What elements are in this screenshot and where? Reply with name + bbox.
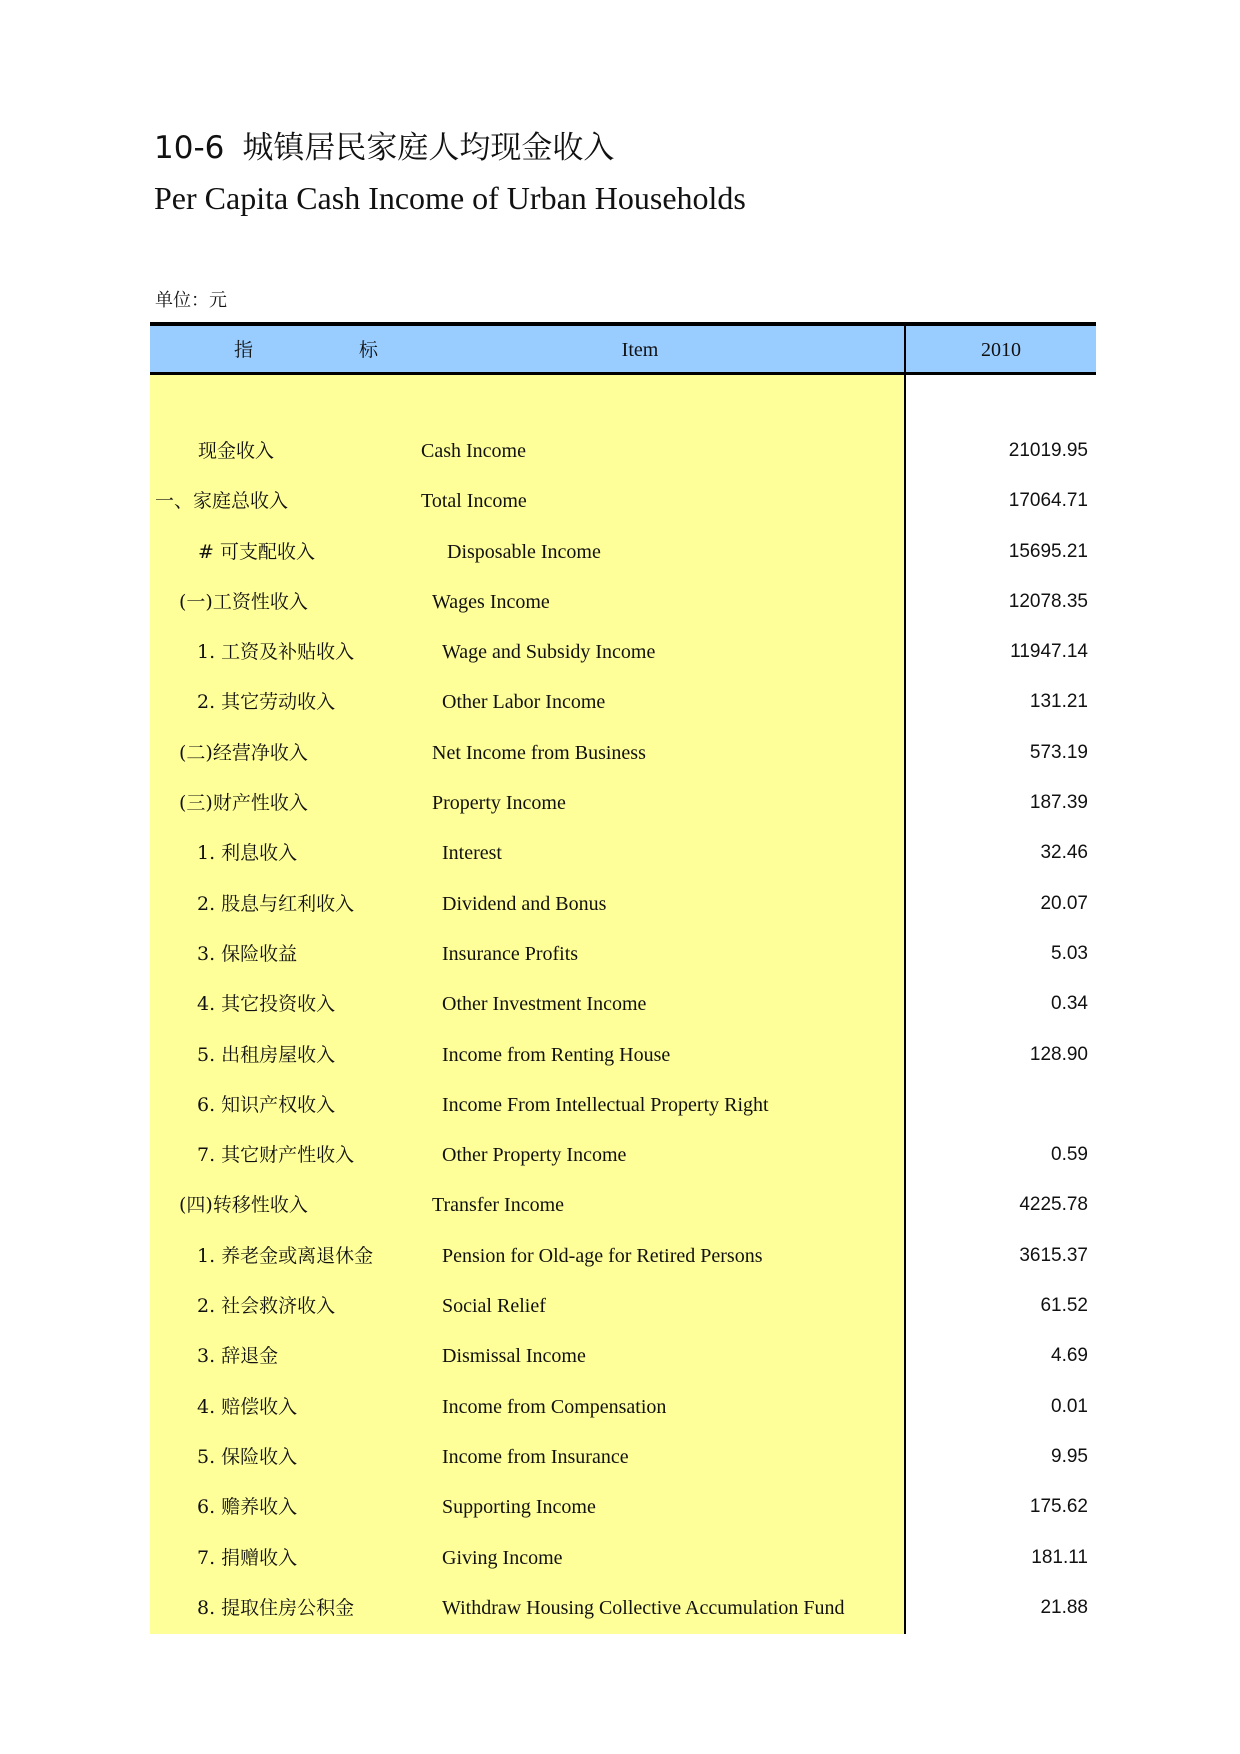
row-label-en: Income from Insurance bbox=[442, 1445, 629, 1468]
table-header bbox=[150, 326, 1096, 374]
row-value-2010: 11947.14 bbox=[1010, 641, 1088, 663]
row-label-cn: (四)转移性收入 bbox=[179, 1194, 308, 1217]
table-row bbox=[150, 1482, 1096, 1532]
row-label-en: Income from Renting House bbox=[442, 1043, 671, 1066]
row-value-2010: 0.01 bbox=[1051, 1395, 1088, 1417]
row-value-2010: 12078.35 bbox=[1008, 590, 1088, 612]
row-label-cn: 8. 提取住房公积金 bbox=[197, 1596, 355, 1619]
row-label-cn: 6. 知识产权收入 bbox=[197, 1093, 336, 1116]
row-label-cn: 5. 保险收入 bbox=[197, 1445, 298, 1468]
row-label-cn: 2. 社会救济收入 bbox=[197, 1295, 336, 1318]
table-row bbox=[150, 1080, 1096, 1130]
row-label-cn: 现金收入 bbox=[198, 440, 275, 462]
row-label-en: Supporting Income bbox=[442, 1496, 596, 1519]
table-body bbox=[150, 426, 1096, 1633]
row-label-en: Total Income bbox=[421, 490, 527, 513]
table-row bbox=[150, 1432, 1096, 1482]
table-row bbox=[150, 1533, 1096, 1583]
row-label-en: Dismissal Income bbox=[442, 1345, 586, 1368]
row-value-2010: 128.90 bbox=[1029, 1043, 1088, 1065]
row-value-2010: 3615.37 bbox=[1019, 1244, 1088, 1266]
row-value-2010: 131.21 bbox=[1029, 691, 1088, 713]
row-label-en: Other Property Income bbox=[442, 1144, 627, 1167]
row-label-cn: 7. 捐赠收入 bbox=[197, 1546, 298, 1569]
table-row bbox=[150, 527, 1096, 577]
row-value-2010: 4.69 bbox=[1051, 1345, 1088, 1367]
unit-label: 单位：元 bbox=[155, 290, 227, 311]
row-label-en: Withdraw Housing Collective Accumulation Fund bbox=[442, 1596, 845, 1619]
row-label-cn: 1. 养老金或离退休金 bbox=[197, 1244, 374, 1267]
row-label-en: Transfer Income bbox=[432, 1194, 565, 1217]
row-label-cn: 7. 其它财产性收入 bbox=[197, 1144, 355, 1167]
row-label-en: Pension for Old-age for Retired Persons bbox=[442, 1244, 763, 1267]
row-value-2010: 15695.21 bbox=[1008, 540, 1088, 562]
row-value-2010: 5.03 bbox=[1051, 942, 1088, 964]
table-row bbox=[150, 1030, 1096, 1080]
table-row bbox=[150, 1382, 1096, 1432]
row-label-cn: 4. 赔偿收入 bbox=[197, 1395, 298, 1418]
row-value-2010: 21019.95 bbox=[1008, 440, 1088, 461]
row-label-cn: 6. 赡养收入 bbox=[197, 1496, 298, 1519]
row-label-en: Other Labor Income bbox=[442, 691, 606, 714]
row-value-2010: 32.46 bbox=[1040, 842, 1088, 864]
row-label-cn: 1. 工资及补贴收入 bbox=[197, 641, 355, 664]
row-value-2010: 17064.71 bbox=[1008, 490, 1088, 512]
row-label-cn: 1. 利息收入 bbox=[197, 842, 298, 865]
row-label-en: Disposable Income bbox=[447, 540, 601, 563]
row-value-2010: 20.07 bbox=[1040, 892, 1088, 914]
table-row bbox=[150, 476, 1096, 526]
row-label-en: Income from Compensation bbox=[442, 1395, 667, 1418]
table-row bbox=[150, 828, 1096, 878]
row-value-2010: 181.11 bbox=[1031, 1546, 1088, 1568]
table-row bbox=[150, 1331, 1096, 1381]
row-label-en: Other Investment Income bbox=[442, 993, 647, 1016]
row-label-cn: 2. 股息与红利收入 bbox=[197, 892, 355, 915]
table-row bbox=[150, 627, 1096, 677]
table-row bbox=[150, 979, 1096, 1029]
row-label-cn: # 可支配收入 bbox=[198, 540, 315, 563]
table-row bbox=[150, 1130, 1096, 1180]
page-title-chinese bbox=[154, 128, 614, 168]
row-label-en: Social Relief bbox=[442, 1295, 546, 1318]
row-value-2010: 0.59 bbox=[1051, 1144, 1088, 1166]
table-row bbox=[150, 778, 1096, 828]
table-number: 10-6 bbox=[154, 130, 225, 166]
table-row bbox=[150, 426, 1096, 476]
row-label-en: Wages Income bbox=[432, 590, 550, 613]
row-value-2010: 9.95 bbox=[1051, 1445, 1088, 1467]
table-row bbox=[150, 677, 1096, 727]
table-row bbox=[150, 879, 1096, 929]
row-label-cn: 5. 出租房屋收入 bbox=[197, 1043, 336, 1066]
table-row bbox=[150, 929, 1096, 979]
row-label-en: Cash Income bbox=[421, 440, 526, 462]
row-value-2010: 4225.78 bbox=[1019, 1194, 1088, 1216]
row-value-2010: 175.62 bbox=[1029, 1496, 1088, 1518]
row-label-en: Income From Intellectual Property Right bbox=[442, 1093, 769, 1116]
row-label-cn: 一、家庭总收入 bbox=[155, 490, 289, 513]
row-label-en: Giving Income bbox=[442, 1546, 563, 1569]
row-label-en: Insurance Profits bbox=[442, 942, 579, 965]
row-label-en: Dividend and Bonus bbox=[442, 892, 607, 915]
row-label-cn: (二)经营净收入 bbox=[179, 741, 308, 764]
row-label-cn: 4. 其它投资收入 bbox=[197, 993, 336, 1016]
row-value-2010: 61.52 bbox=[1040, 1295, 1088, 1317]
table-row bbox=[150, 1583, 1096, 1633]
row-value-2010: 187.39 bbox=[1029, 792, 1088, 814]
page-title-english: Per Capita Cash Income of Urban Households bbox=[154, 180, 746, 216]
row-label-cn: 3. 保险收益 bbox=[197, 942, 298, 965]
header-item-en: Item bbox=[621, 339, 659, 361]
row-label-cn: 3. 辞退金 bbox=[197, 1345, 279, 1368]
table-row bbox=[150, 728, 1096, 778]
header-year: 2010 bbox=[981, 339, 1021, 361]
table-row bbox=[150, 1180, 1096, 1230]
row-value-2010: 573.19 bbox=[1029, 741, 1088, 763]
title-chinese-text: 城镇居民家庭人均现金收入 bbox=[242, 130, 615, 166]
row-label-en: Interest bbox=[442, 842, 502, 865]
row-label-en: Wage and Subsidy Income bbox=[442, 641, 656, 664]
table-row bbox=[150, 1281, 1096, 1331]
row-label-cn: (三)财产性收入 bbox=[179, 792, 308, 815]
row-label-cn: 2. 其它劳动收入 bbox=[197, 691, 336, 714]
row-label-cn: (一)工资性收入 bbox=[179, 590, 308, 613]
row-label-en: Net Income from Business bbox=[432, 741, 646, 764]
row-value-2010: 21.88 bbox=[1040, 1596, 1088, 1618]
table-row bbox=[150, 1231, 1096, 1281]
table-row bbox=[150, 577, 1096, 627]
row-value-2010: 0.34 bbox=[1051, 993, 1088, 1015]
header-indicator-cn: 指 标 bbox=[234, 339, 429, 361]
row-label-en: Property Income bbox=[432, 792, 566, 815]
